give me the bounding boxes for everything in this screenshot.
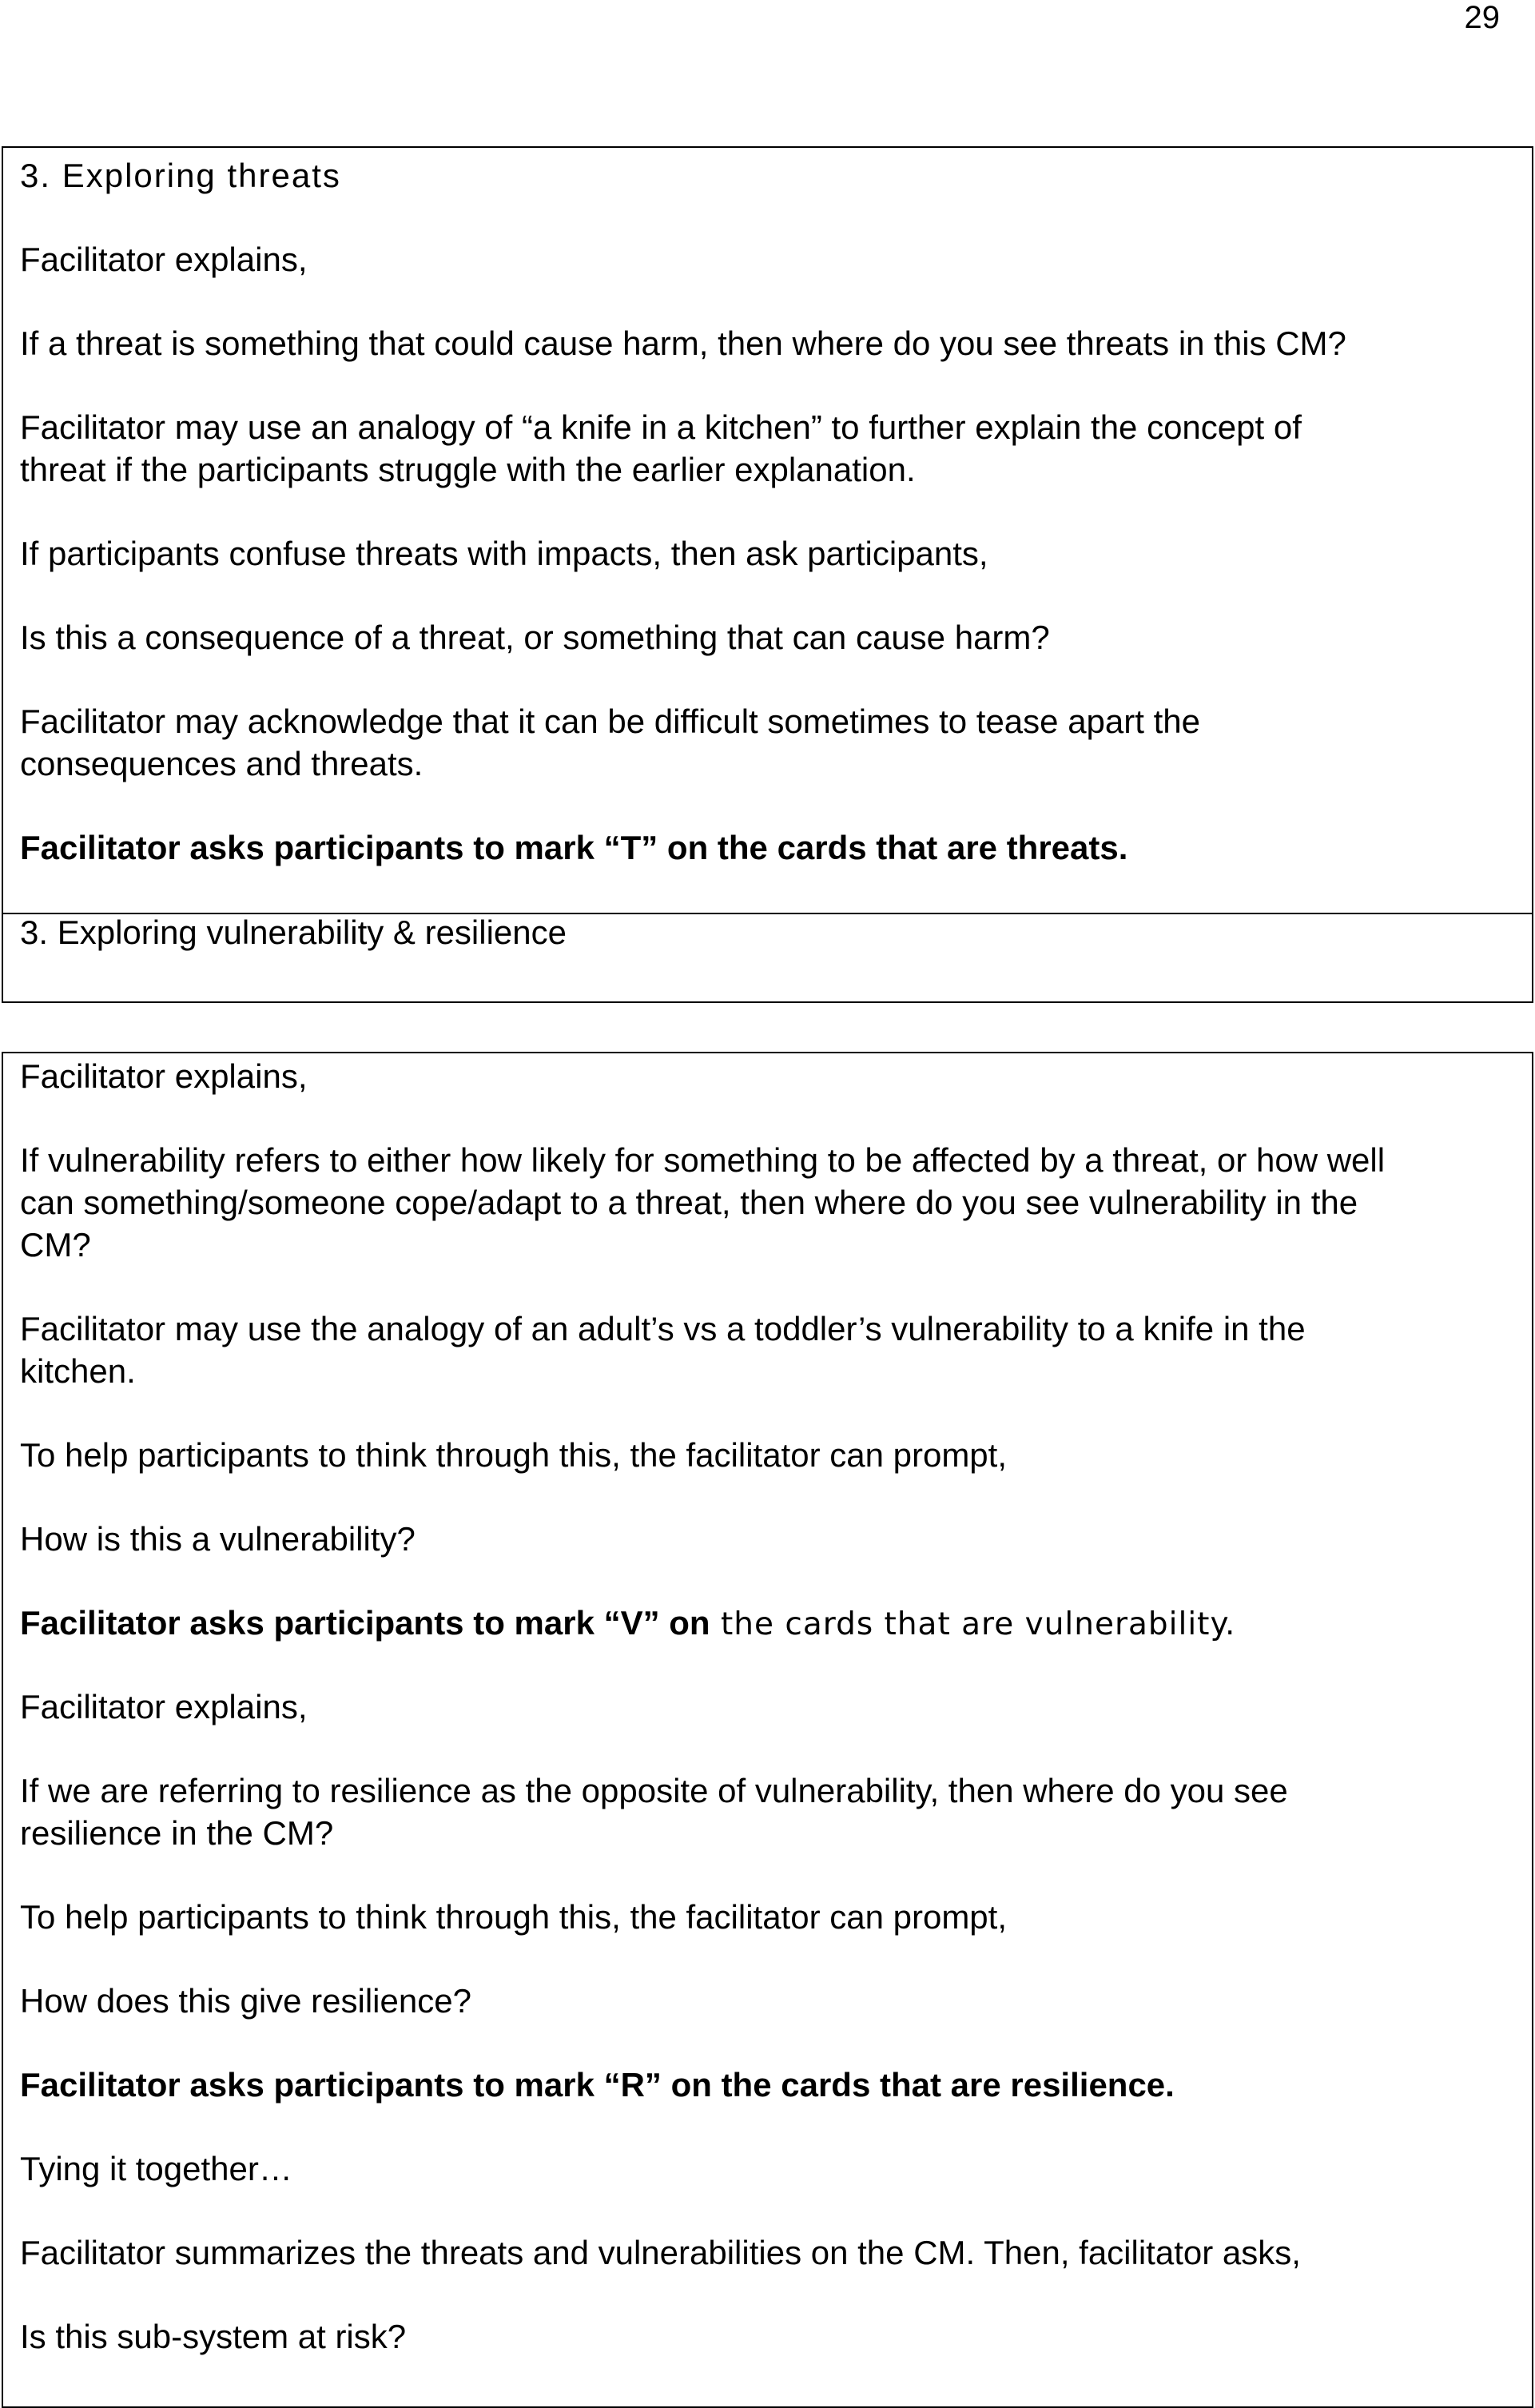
vulnerability-heading-cell (3, 914, 1532, 1001)
page-number: 29 (1464, 0, 1500, 35)
resilience-definition-line-1: If we are referring to resilience as the opposite of vulnerability, then where do you see (20, 1772, 1288, 1809)
resilience-explain-intro: Facilitator explains, (20, 1688, 308, 1725)
vulnerability-definition-line-3: CM? (20, 1226, 91, 1264)
vulnerability-analogy-line-1: Facilitator may use the analogy of an adult’s vs a toddler’s vulnerability to a knife in the (20, 1310, 1306, 1347)
threats-analogy-line-1: Facilitator may use an analogy of “a knife in a kitchen” to further explain the concept of (20, 408, 1302, 446)
vulnerability-definition-line-2: can something/someone cope/adapt to a threat, then where do you see vulnerability in the (20, 1184, 1358, 1221)
summary-line: Facilitator summarizes the threats and vulnerabilities on the CM. Then, facilitator asks, (20, 2234, 1301, 2271)
threats-consequence-question: Is this a consequence of a threat, or something that can cause harm? (20, 619, 1050, 656)
resilience-prompt-question: How does this give resilience? (20, 1982, 471, 2020)
summary-heading: Tying it together… (20, 2150, 292, 2187)
threats-table (2, 146, 1533, 1003)
threats-question: If a threat is something that could cause harm, then where do you see threats in this CM? (20, 324, 1346, 362)
threats-mark-instruction: Facilitator asks participants to mark “T” on the cards that are threats. (20, 829, 1128, 866)
threats-explain-intro: Facilitator explains, (20, 241, 308, 278)
vulnerability-explain-intro: Facilitator explains, (20, 1057, 308, 1095)
threats-heading: 3. Exploring threats (20, 157, 341, 194)
vulnerability-prompt-intro: To help participants to think through this, the facilitator can prompt, (20, 1436, 1008, 1474)
vulnerability-mark-instruction-rest: the cards that are vulnerability. (710, 1606, 1236, 1642)
vulnerability-prompt-question: How is this a vulnerability? (20, 1520, 416, 1558)
threats-acknowledge-line-2: consequences and threats. (20, 745, 424, 782)
resilience-definition-line-2: resilience in the CM? (20, 1814, 334, 1852)
threats-cell (3, 148, 1532, 914)
vulnerability-mark-instruction-bold: Facilitator asks participants to mark “V” on (20, 1604, 710, 1642)
resilience-prompt-intro: To help participants to think through this, the facilitator can prompt, (20, 1898, 1008, 1936)
resilience-mark-instruction: Facilitator asks participants to mark “R” on the cards that are resilience. (20, 2066, 1175, 2104)
vulnerability-resilience-table (2, 1052, 1533, 2408)
vulnerability-heading: 3. Exploring vulnerability & resilience (20, 913, 567, 951)
vulnerability-mark-instruction (20, 1602, 1235, 1646)
threats-acknowledge-line-1: Facilitator may acknowledge that it can be difficult sometimes to tease apart the (20, 702, 1200, 740)
threats-confuse-line: If participants confuse threats with impacts, then ask participants, (20, 535, 988, 572)
risk-question: Is this sub-system at risk? (20, 2318, 407, 2355)
threats-analogy-line-2: threat if the participants struggle with the earlier explanation. (20, 451, 916, 488)
vulnerability-definition-line-1: If vulnerability refers to either how likely for something to be affected by a threat, or how well (20, 1141, 1386, 1179)
vulnerability-analogy-line-2: kitchen. (20, 1352, 136, 1390)
